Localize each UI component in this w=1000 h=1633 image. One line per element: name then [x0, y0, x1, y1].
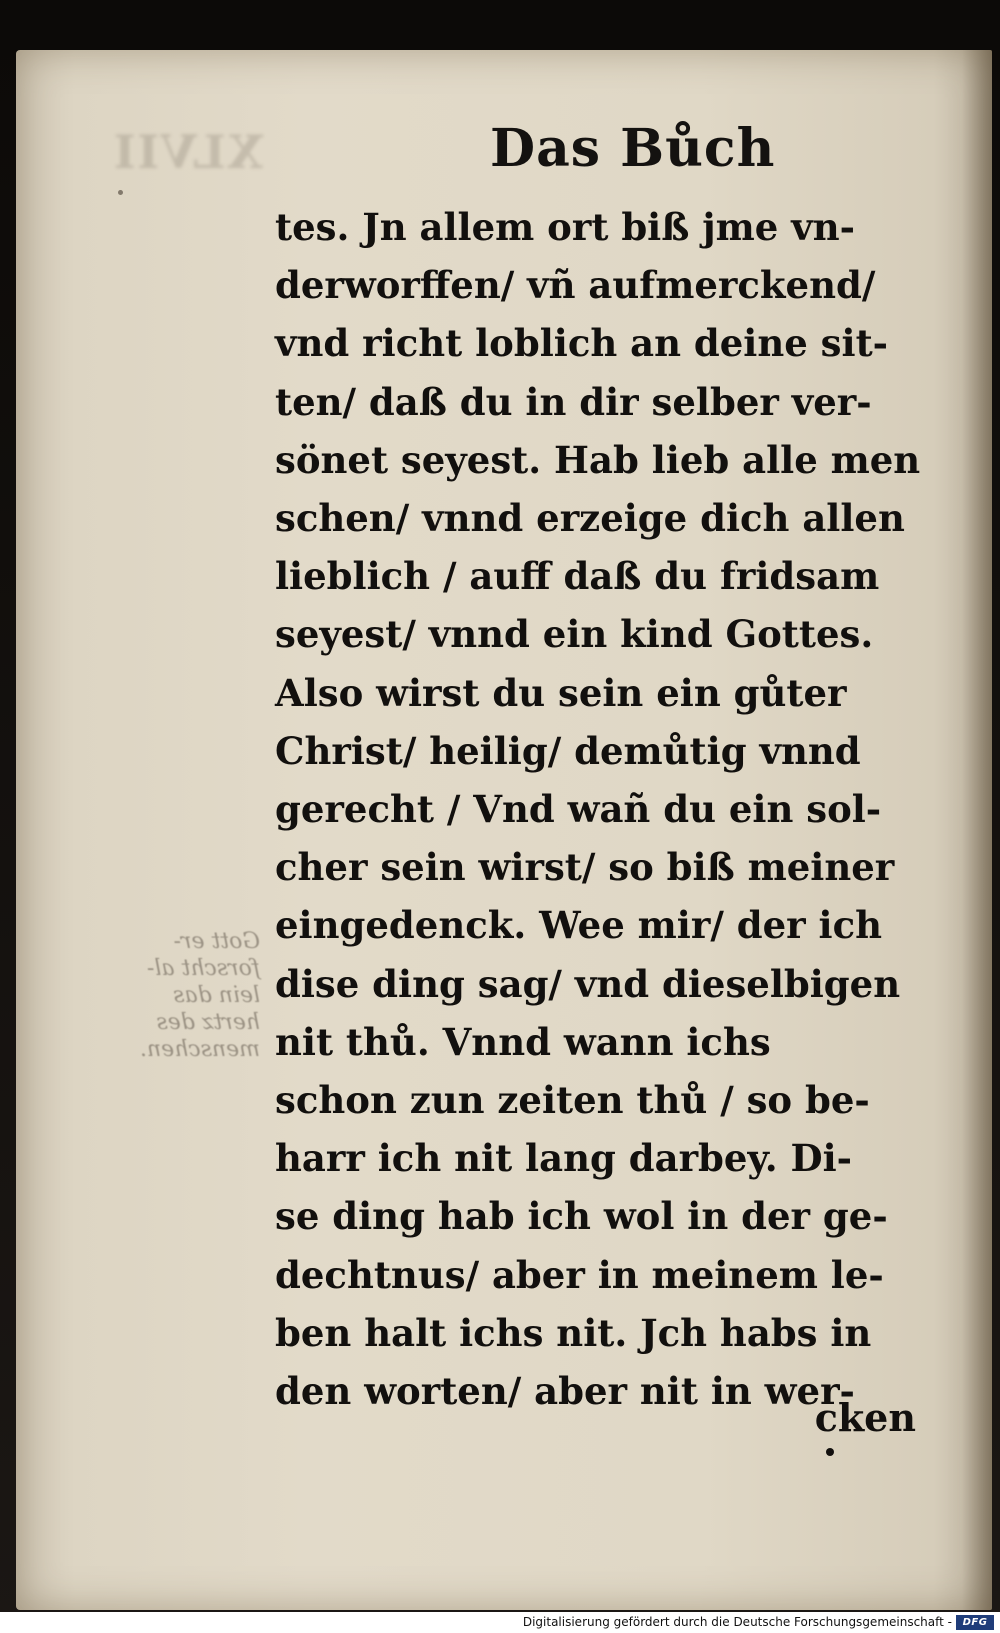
- text-line: harr ich nit lang darbey. Di-: [275, 1136, 852, 1181]
- bleed-through-header: XLVII: [112, 125, 264, 179]
- text-line: ben halt ichs nit. Jch habs in: [275, 1310, 872, 1355]
- catchword-mark: [826, 1448, 834, 1456]
- text-line: ten/ daß du in dir selber ver-: [275, 379, 872, 424]
- text-line: sönet seyest. Hab lieb alle men: [275, 437, 921, 482]
- text-line: dise ding sag/ vnd dieselbigen: [275, 961, 901, 1006]
- text-line: nit thů. Vnnd wann ichs: [275, 1019, 771, 1064]
- text-line: cher sein wirst/ so biß meiner: [275, 845, 895, 890]
- margin-note-line: menschen.: [139, 1037, 260, 1062]
- text-line: gerecht / Vnd wañ du ein sol-: [275, 787, 882, 832]
- text-line: schon zun zeiten thů / so be-: [275, 1078, 870, 1123]
- ink-dot: [118, 190, 123, 195]
- dfg-logo-icon: DFG: [956, 1615, 994, 1630]
- credit-text: Digitalisierung gefördert durch die Deutsche Forschungsgemeinschaft -: [522, 1615, 952, 1629]
- digitization-credit-bar: [0, 1612, 1000, 1633]
- text-line: eingedenck. Wee mir/ der ich: [275, 903, 883, 948]
- catchword: cken: [814, 1395, 916, 1440]
- text-line: Also wirst du sein ein gůter: [275, 670, 847, 715]
- text-line: tes. Jn allem ort biß jme vn-: [275, 205, 855, 249]
- main-text-block: [275, 198, 925, 1420]
- margin-note-line: forscht al-: [146, 956, 260, 981]
- text-line: seyest/ vnnd ein kind Gottes.: [275, 612, 874, 657]
- text-line: se ding hab ich wol in der ge-: [275, 1194, 888, 1239]
- page-edge-shadow: [962, 50, 992, 1610]
- margin-note-line: Gott er-: [173, 929, 260, 954]
- marginal-note-bleed-through: [100, 928, 260, 1063]
- text-line: derworffen/ vñ aufmerckend/: [275, 263, 876, 308]
- running-head: Das Bůch: [490, 118, 776, 179]
- margin-note-line: lein das: [173, 983, 260, 1008]
- text-line: schen/ vnnd erzeige dich allen: [275, 496, 905, 541]
- text-line: dechtnus/ aber in meinem le-: [275, 1252, 884, 1297]
- text-line: den worten/ aber nit in wer-: [275, 1369, 855, 1414]
- text-line: Christ/ heilig/ demůtig vnnd: [275, 728, 861, 773]
- text-line: vnd richt loblich an deine sit-: [275, 321, 889, 366]
- text-line: lieblich / auff daß du fridsam: [275, 554, 880, 599]
- margin-note-line: hertz des: [156, 1010, 260, 1035]
